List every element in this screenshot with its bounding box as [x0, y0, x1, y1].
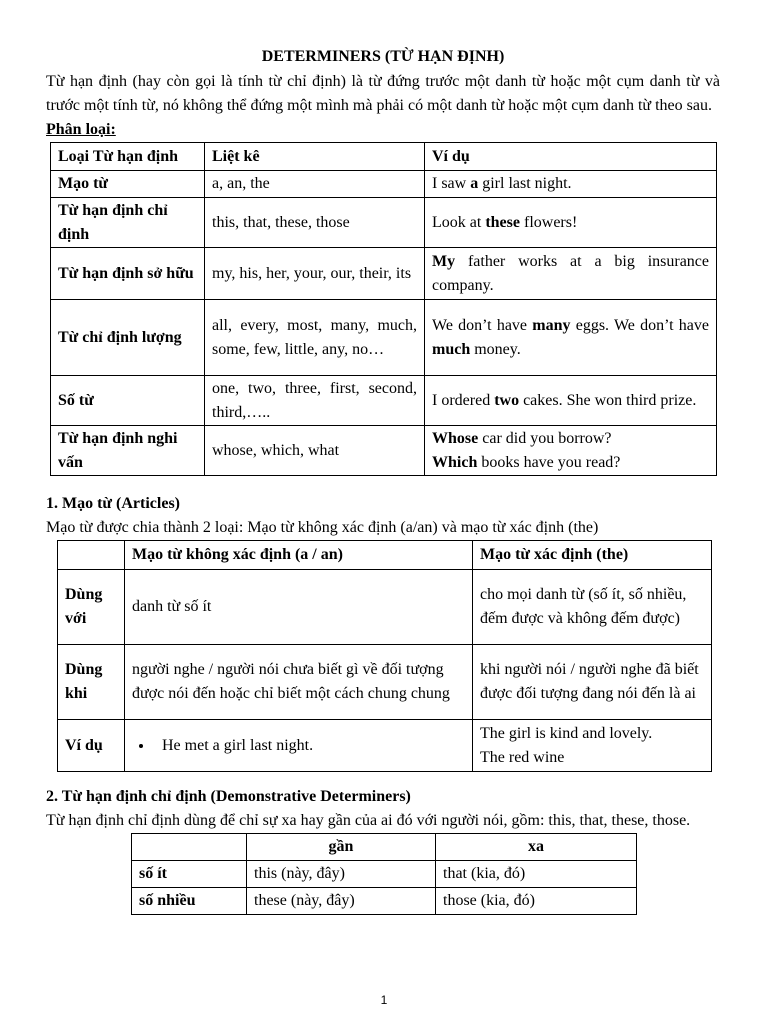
row-label: Dùng khi — [58, 645, 125, 720]
indefinite-cell — [125, 720, 473, 772]
table-row — [58, 645, 712, 720]
table-row — [51, 376, 717, 426]
table-row — [51, 248, 717, 300]
intro-paragraph: Từ hạn định (hay còn gọi là tính từ chỉ định) là từ đứng trước một danh từ hoặc một cụm danh từ và trước một tính từ, nó không thể đứng một mình mà phải có một danh từ hoặc một cụm danh từ theo sau. — [46, 73, 720, 114]
definite-cell: cho mọi danh từ (số ít, số nhiều, đếm được và không đếm được) — [473, 570, 712, 645]
page-number: 1 — [380, 993, 388, 1007]
section-heading-articles: 1. Mạo từ (Articles) — [46, 495, 180, 512]
determiner-example: Look at these flowers! — [425, 198, 717, 248]
table-row — [58, 570, 712, 645]
near-cell: these (này, đây) — [247, 888, 436, 915]
near-cell: this (này, đây) — [247, 861, 436, 888]
column-header-type: Loại Từ hạn định — [51, 143, 205, 171]
table-header-row — [58, 541, 712, 570]
table-row — [51, 426, 717, 476]
column-header-example: Ví dụ — [425, 143, 717, 171]
table-header-row — [51, 143, 717, 171]
determiner-type: Từ chỉ định lượng — [51, 300, 205, 376]
section-text-demonstrative: Từ hạn định chỉ định dùng để chỉ sự xa hay gần của ai đó với người nói, gồm: this, that, these, those. — [46, 812, 691, 829]
determiner-list: one, two, three, first, second, third,….. — [205, 376, 425, 426]
indefinite-cell: người nghe / người nói chưa biết gì về đối tượng được nói đến hoặc chỉ biết một cách chung chung — [125, 645, 473, 720]
row-label: Ví dụ — [58, 720, 125, 772]
far-cell: that (kia, đó) — [436, 861, 637, 888]
table-row — [51, 171, 717, 198]
row-label: Dùng với — [58, 570, 125, 645]
table-row — [132, 861, 637, 888]
column-header-far: xa — [436, 834, 637, 861]
determiner-example: My father works at a big insurance company. — [425, 248, 717, 300]
determiner-list: my, his, her, your, our, their, its — [205, 248, 425, 300]
column-header-list: Liệt kê — [205, 143, 425, 171]
classification-heading: Phân loại: — [46, 121, 116, 138]
table-row — [132, 888, 637, 915]
far-cell: those (kia, đó) — [436, 888, 637, 915]
determiner-type: Số từ — [51, 376, 205, 426]
determiner-types-table — [50, 142, 717, 476]
determiner-list: this, that, these, those — [205, 198, 425, 248]
column-header-indefinite: Mạo từ không xác định (a / an) — [125, 541, 473, 570]
demonstrative-table — [131, 833, 637, 915]
determiner-example: We don’t have many eggs. We don’t have much money. — [425, 300, 717, 376]
section-text-articles: Mạo từ được chia thành 2 loại: Mạo từ không xác định (a/an) và mạo từ xác định (the) — [46, 519, 599, 536]
column-header-definite: Mạo từ xác định (the) — [473, 541, 712, 570]
determiner-list: a, an, the — [205, 171, 425, 198]
column-header-near: gần — [247, 834, 436, 861]
determiner-list: whose, which, what — [205, 426, 425, 476]
determiner-type: Từ hạn định nghi vấn — [51, 426, 205, 476]
determiner-type: Từ hạn định sở hữu — [51, 248, 205, 300]
definite-cell: The girl is kind and lovely. The red wine — [473, 720, 712, 772]
row-label: số nhiều — [132, 888, 247, 915]
articles-table — [57, 540, 712, 772]
determiner-example: I saw a girl last night. — [425, 171, 717, 198]
indefinite-cell: danh từ số ít — [125, 570, 473, 645]
determiner-list: all, every, most, many, much, some, few, little, any, no… — [205, 300, 425, 376]
table-row — [51, 198, 717, 248]
document-page — [46, 44, 720, 915]
column-header-blank — [58, 541, 125, 570]
row-label: số ít — [132, 861, 247, 888]
list-item: • He met a girl last night. — [154, 734, 465, 758]
determiner-example: I ordered two cakes. She won third prize. — [425, 376, 717, 426]
definite-cell: khi người nói / người nghe đã biết được đối tượng đang nói đến là ai — [473, 645, 712, 720]
column-header-blank — [132, 834, 247, 861]
determiner-type: Mạo từ — [51, 171, 205, 198]
determiner-type: Từ hạn định chỉ định — [51, 198, 205, 248]
determiner-example: Whose car did you borrow? Which books have you read? — [425, 426, 717, 476]
table-row — [51, 300, 717, 376]
section-heading-demonstrative: 2. Từ hạn định chỉ định (Demonstrative Determiners) — [46, 788, 411, 805]
table-header-row — [132, 834, 637, 861]
page-title: DETERMINERS (TỪ HẠN ĐỊNH) — [261, 48, 505, 65]
table-row — [58, 720, 712, 772]
